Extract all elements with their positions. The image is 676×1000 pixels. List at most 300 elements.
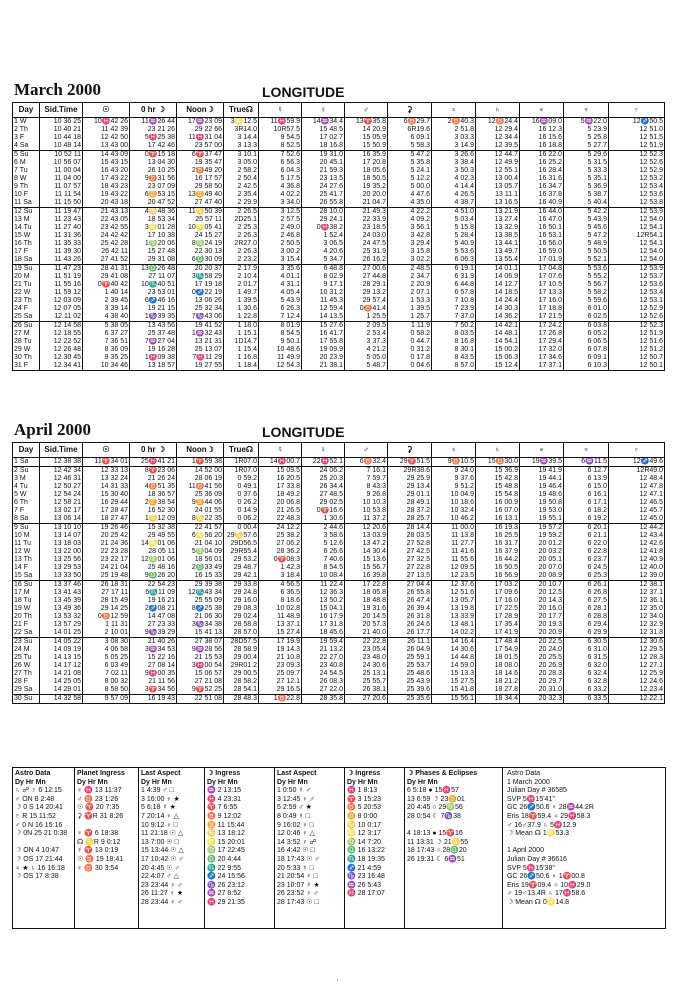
table-cell: 5 47.2 bbox=[388, 151, 432, 160]
table-cell: 27 48.5 bbox=[302, 491, 345, 499]
table-cell: 3 50.3 bbox=[432, 167, 476, 175]
table-cell: 12 50 27 bbox=[40, 483, 83, 491]
table-cell: 0 00.4 bbox=[224, 524, 259, 533]
table-cell: 8♈23 06 bbox=[130, 467, 177, 476]
table-cell: 12 39.0 bbox=[609, 572, 665, 581]
table-cell: 28 05 11 bbox=[130, 548, 177, 556]
table-cell: 26 08.3 bbox=[302, 678, 345, 686]
table-cell: 13♊49 40 bbox=[177, 191, 224, 199]
data-line: ♈ 3 15:23 bbox=[347, 795, 382, 803]
table-cell: 27 06.2 bbox=[259, 540, 302, 548]
table-cell: 12 51.6 bbox=[609, 338, 665, 346]
table-cell: 14 01 25 bbox=[40, 629, 83, 638]
table-cell: 20 20 37 bbox=[177, 265, 224, 274]
table-cell: 17 26.8 bbox=[520, 330, 564, 338]
table-row bbox=[13, 597, 665, 605]
table-cell: 22 43 05 bbox=[83, 216, 130, 224]
table-cell: 8 01.9 bbox=[259, 322, 302, 331]
table-cell: 4♉51 35 bbox=[130, 483, 177, 491]
column-header: ♆ bbox=[564, 443, 609, 458]
table-row bbox=[13, 240, 665, 248]
column-header: ♅ bbox=[520, 443, 564, 458]
table-row bbox=[13, 126, 665, 134]
table-cell: 22 41 57 bbox=[177, 524, 224, 533]
table-cell: 12 23.4 bbox=[609, 686, 665, 695]
table-cell: 1♓09 38 bbox=[130, 354, 177, 362]
table-cell: 27 52.8 bbox=[388, 540, 432, 548]
astro-data-summary bbox=[503, 768, 665, 910]
table-cell: 20 Th bbox=[13, 613, 40, 621]
table-cell: 25 13.1 bbox=[345, 670, 388, 678]
table-cell: 12 Su bbox=[13, 208, 40, 217]
table-cell: 14 47 08 bbox=[130, 613, 177, 621]
table-cell: 19 35 47 bbox=[177, 159, 224, 167]
table-cell: 13 38.5 bbox=[476, 232, 520, 240]
table-cell: 12 51.9 bbox=[609, 142, 665, 151]
table-cell: 13 04 30 bbox=[130, 159, 177, 167]
table-cell: 1 39.5 bbox=[388, 305, 432, 313]
table-cell: 1 18.0 bbox=[224, 322, 259, 331]
table-cell: 0 58.2 bbox=[388, 330, 432, 338]
table-cell: 12 36.3 bbox=[302, 589, 345, 597]
column-header: Noon☽ bbox=[177, 103, 224, 118]
table-cell: 14 52 00 bbox=[177, 467, 224, 476]
month-title: April 2000 bbox=[14, 420, 91, 439]
table-cell: 3R14.0 bbox=[224, 126, 259, 134]
table-cell: 12 52.9 bbox=[609, 305, 665, 313]
table-cell: 0♐22 19 bbox=[177, 289, 224, 297]
column-title: Last Aspect bbox=[141, 770, 181, 777]
table-cell: 27 20.6 bbox=[345, 695, 388, 704]
table-cell: 14 48.1 bbox=[476, 330, 520, 338]
table-cell: 17 35.4 bbox=[476, 621, 520, 629]
table-cell: 19 50.8 bbox=[520, 499, 564, 507]
table-cell: 6♏11 09 bbox=[130, 589, 177, 597]
table-cell: 5 56.7 bbox=[564, 281, 609, 289]
table-cell: 2D25.1 bbox=[224, 216, 259, 224]
table-cell: 30 Su bbox=[13, 695, 40, 704]
data-line: 26 19:31 ☾ 6♒51 bbox=[407, 855, 465, 863]
table-row bbox=[13, 695, 665, 704]
table-cell: 3 00.2 bbox=[259, 248, 302, 256]
table-cell: 0 44.7 bbox=[388, 338, 432, 346]
table-cell: 26 24.6 bbox=[388, 621, 432, 629]
data-line: ♒ 26 5:43 bbox=[347, 881, 382, 889]
data-line: ☉ ♈ 20 7:35 bbox=[77, 804, 120, 812]
table-cell: 25 35.6 bbox=[388, 695, 432, 704]
table-cell: 15 32 38 bbox=[130, 524, 177, 533]
table-cell: 11 15 50 bbox=[40, 199, 83, 208]
table-cell: 12 47.1 bbox=[609, 491, 665, 499]
table-cell: 9♊44 06 bbox=[177, 499, 224, 507]
table-cell: 14 24.4 bbox=[476, 297, 520, 305]
table-cell: 16 25.2 bbox=[520, 159, 564, 167]
table-cell: 28 10.0 bbox=[302, 208, 345, 217]
table-cell: 13 25 56 bbox=[40, 556, 83, 564]
table-cell: 6 12.7 bbox=[564, 467, 609, 476]
table-cell: 10 53.8 bbox=[345, 507, 388, 515]
table-cell: 21 Tu bbox=[13, 281, 40, 289]
table-cell: 4 26.5 bbox=[432, 191, 476, 199]
table-cell: 26 W bbox=[13, 662, 40, 670]
table-cell: 5 34.7 bbox=[302, 256, 345, 265]
table-cell: 16 Su bbox=[13, 581, 40, 590]
table-cell: 13 M bbox=[13, 216, 40, 224]
table-cell: 6 01.0 bbox=[564, 305, 609, 313]
column-header: ♇ bbox=[609, 443, 665, 458]
table-cell: 12 18 55 bbox=[40, 330, 83, 338]
column-header: ♀ bbox=[302, 103, 345, 118]
table-cell: 12 24.6 bbox=[609, 678, 665, 686]
table-cell: 26 Su bbox=[13, 322, 40, 331]
table-cell: 24 F bbox=[13, 305, 40, 313]
table-cell: 15 48.8 bbox=[476, 483, 520, 491]
table-cell: 5 12.6 bbox=[302, 540, 345, 548]
table-row bbox=[13, 224, 665, 232]
data-line: ♓ 28 17:07 bbox=[347, 890, 385, 898]
table-row bbox=[13, 265, 665, 274]
table-cell: 15 42.8 bbox=[476, 475, 520, 483]
table-cell: 16 19 43 bbox=[130, 695, 177, 704]
table-cell: 16 44.2 bbox=[476, 556, 520, 564]
table-cell: 12R49.0 bbox=[609, 467, 665, 476]
table-cell: 5 12.2 bbox=[388, 175, 432, 183]
table-cell: 12 39.5 bbox=[476, 142, 520, 151]
table-cell: 14 30.6 bbox=[432, 646, 476, 654]
table-cell: 7♑43 06 bbox=[177, 313, 224, 322]
table-cell: 19 16 21 bbox=[130, 597, 177, 605]
table-cell: 13 00.4 bbox=[476, 175, 520, 183]
table-cell: 2♐08 21 bbox=[130, 605, 177, 613]
table-cell: 13 14 07 bbox=[40, 532, 83, 540]
table-cell: 28 58.8 bbox=[224, 621, 259, 629]
table-cell: 28 F bbox=[13, 678, 40, 686]
table-cell: 20 12.5 bbox=[520, 589, 564, 597]
column-subtitle: Dy Hr Mn bbox=[15, 778, 46, 786]
table-cell: 16 29 44 bbox=[83, 499, 130, 507]
table-cell: 15♉30.0 bbox=[476, 458, 520, 467]
table-cell: 1 53.3 bbox=[388, 297, 432, 305]
table-cell: 0 59.2 bbox=[224, 475, 259, 483]
table-cell: 8 54.5 bbox=[302, 564, 345, 572]
table-cell: 2 20.9 bbox=[388, 281, 432, 289]
table-row bbox=[13, 362, 665, 371]
table-cell: 13 16.5 bbox=[476, 199, 520, 208]
table-cell: 13 18 57 bbox=[130, 362, 177, 371]
page-mark: ' bbox=[337, 980, 339, 986]
table-cell: 28 48.3 bbox=[224, 695, 259, 704]
column-header: ☿ bbox=[259, 103, 302, 118]
table-cell: 16 Th bbox=[13, 240, 40, 248]
table-cell: 14 16.4 bbox=[432, 638, 476, 647]
table-cell: 8 03.5 bbox=[432, 330, 476, 338]
table-cell: 5 35.8 bbox=[388, 159, 432, 167]
table-cell: 10 08.4 bbox=[302, 572, 345, 581]
table-cell: 6 44.8 bbox=[432, 281, 476, 289]
table-cell: 2 26.3 bbox=[224, 248, 259, 256]
table-cell: 25 53.7 bbox=[388, 662, 432, 670]
table-cell: 20 47 52 bbox=[130, 199, 177, 208]
table-cell: 5 58.3 bbox=[388, 142, 432, 151]
table-cell: 12 42 50 bbox=[83, 134, 130, 142]
table-cell: 16 50.5 bbox=[476, 564, 520, 572]
table-cell: 5 05 25 bbox=[83, 654, 130, 662]
table-cell: 16 44.0 bbox=[520, 208, 564, 217]
table-cell: 3 10.1 bbox=[224, 151, 259, 160]
table-cell: 15 56.7 bbox=[345, 564, 388, 572]
table-cell: 10♏40 51 bbox=[130, 281, 177, 289]
table-cell: 5 17.5 bbox=[259, 175, 302, 183]
data-line: ♐ 21 4:59 bbox=[347, 864, 382, 872]
table-cell: 2R27.0 bbox=[224, 240, 259, 248]
table-cell: 16 20.5 bbox=[259, 475, 302, 483]
table-row bbox=[13, 507, 665, 515]
table-cell: 1 39.5 bbox=[224, 297, 259, 305]
data-line: ♏ 18 19:35 bbox=[347, 855, 385, 863]
table-cell: 12 50.7 bbox=[609, 354, 665, 362]
table-cell: 20 25.5 bbox=[520, 654, 564, 662]
table-cell: 20 23.9 bbox=[302, 354, 345, 362]
table-cell: 9 57 09 bbox=[83, 695, 130, 704]
table-row bbox=[13, 322, 665, 331]
table-cell: 17 43 22 bbox=[83, 175, 130, 183]
table-cell: 5 55.2 bbox=[564, 273, 609, 281]
table-cell: 27 04.4 bbox=[388, 581, 432, 590]
table-cell: 29 00.4 bbox=[224, 654, 259, 662]
column-header: Day bbox=[13, 103, 40, 118]
table-cell: 12 54.3 bbox=[259, 362, 302, 371]
table-row bbox=[13, 273, 665, 281]
table-cell: 12 53.6 bbox=[609, 191, 665, 199]
table-row bbox=[13, 183, 665, 191]
table-cell: 25 38.2 bbox=[259, 532, 302, 540]
table-cell: 12 58 21 bbox=[40, 499, 83, 507]
table-cell: 14 31 33 bbox=[83, 483, 130, 491]
table-cell: 29 Sa bbox=[13, 686, 40, 695]
table-cell: 10R57.5 bbox=[259, 126, 302, 134]
table-cell: 2 34.7 bbox=[388, 273, 432, 281]
table-cell: 6 04.3 bbox=[259, 167, 302, 175]
table-cell: 19♒39.5 bbox=[520, 458, 564, 467]
table-cell: 23 40.8 bbox=[302, 662, 345, 670]
table-cell: 12 42.6 bbox=[609, 540, 665, 548]
table-cell: 14 32 58 bbox=[40, 695, 83, 704]
table-cell: 20 31.0 bbox=[520, 686, 564, 695]
table-cell: 8 02.9 bbox=[302, 273, 345, 281]
table-cell: 21 49.3 bbox=[345, 208, 388, 217]
data-line: ☽ Mean ☊ 1♌53.3 bbox=[507, 830, 570, 838]
table-cell: 20 19.3 bbox=[520, 621, 564, 629]
table-cell: 6 22.8 bbox=[564, 548, 609, 556]
table-cell: 17 02.7 bbox=[302, 134, 345, 142]
table-cell: 1 49.7 bbox=[224, 289, 259, 297]
table-cell: 4 56.5 bbox=[259, 581, 302, 590]
table-cell: 20 14.5 bbox=[345, 613, 388, 621]
data-line bbox=[407, 822, 500, 831]
table-cell: 13 32 24 bbox=[83, 475, 130, 483]
table-cell: 1♍20 06 bbox=[130, 240, 177, 248]
table-cell: 25 19 48 bbox=[83, 572, 130, 581]
table-cell: 0♈15 18 bbox=[130, 151, 177, 160]
table-cell: 12 44.7 bbox=[476, 151, 520, 160]
table-cell: 25 55 09 bbox=[177, 597, 224, 605]
data-line: 10 9:12 ♀ □ bbox=[141, 821, 178, 829]
table-cell: 0♈08.3 bbox=[259, 556, 302, 564]
table-cell: 23 22 17 bbox=[83, 556, 130, 564]
table-cell: 16 17.9 bbox=[302, 613, 345, 621]
table-cell: 15 54.8 bbox=[476, 491, 520, 499]
column-header: ♆ bbox=[564, 103, 609, 118]
table-cell: 6 28.8 bbox=[564, 613, 609, 621]
table-cell: 25 42 28 bbox=[83, 240, 130, 248]
table-cell: 15 56.1 bbox=[432, 695, 476, 704]
table-cell: 18 27 47 bbox=[83, 515, 130, 524]
table-cell: 9♈52 25 bbox=[177, 686, 224, 695]
table-cell: 21 04.7 bbox=[345, 199, 388, 208]
table-cell: 24 30.6 bbox=[345, 662, 388, 670]
table-cell: 17 09.6 bbox=[476, 589, 520, 597]
table-cell: 4 38.7 bbox=[432, 199, 476, 208]
data-line: ♌ 12 3:17 bbox=[347, 830, 382, 838]
table-cell: 20 08.9 bbox=[520, 572, 564, 581]
table-cell: 5 27.7 bbox=[564, 142, 609, 151]
table-cell: 6♉32.4 bbox=[345, 458, 388, 467]
data-line: 1 April 2000 bbox=[507, 847, 544, 855]
table-cell: 12 34.0 bbox=[609, 613, 665, 621]
table-cell: 29 13.2 bbox=[345, 289, 388, 297]
table-cell: 28 Tu bbox=[13, 338, 40, 346]
table-cell: 6 36.5 bbox=[259, 589, 302, 597]
table-cell: 7♓11 29 bbox=[177, 354, 224, 362]
table-cell: 12 25.9 bbox=[609, 670, 665, 678]
table-cell: 12 22.1 bbox=[609, 695, 665, 704]
table-cell: 16 41.7 bbox=[302, 330, 345, 338]
table-cell: 11 23 43 bbox=[40, 216, 83, 224]
table-cell: 0 04.6 bbox=[388, 362, 432, 371]
table-cell: 18 34.4 bbox=[476, 695, 520, 704]
table-cell: 11 55 16 bbox=[40, 281, 83, 289]
table-cell: 0 17.8 bbox=[388, 354, 432, 362]
table-cell: 25 32 34 bbox=[177, 305, 224, 313]
table-cell: 17 19.9 bbox=[259, 638, 302, 647]
table-cell: 9 50.1 bbox=[259, 338, 302, 346]
data-line: ♊ 11 15:44 bbox=[207, 821, 245, 829]
table-cell: 17 28 47 bbox=[83, 507, 130, 515]
table-row bbox=[13, 621, 665, 629]
data-line: ♋ 13 18:12 bbox=[207, 830, 245, 838]
table-cell: 12 38.1 bbox=[609, 581, 665, 590]
data-line: ♂ ♉ 23 1:26 bbox=[77, 795, 119, 803]
table-cell: 26 39.4 bbox=[388, 605, 432, 613]
table-cell: 12 55.1 bbox=[476, 167, 520, 175]
data-line: GC 26♐50.6 ♀ 1♈00.8 bbox=[507, 873, 585, 881]
table-cell: 20 17.7 bbox=[520, 613, 564, 621]
column-header: ⚳ bbox=[388, 443, 432, 458]
table-cell: 16 59.0 bbox=[520, 248, 564, 256]
table-cell: 22 51 08 bbox=[177, 695, 224, 704]
table-cell: 6 17.1 bbox=[564, 499, 609, 507]
table-cell: 27 08 14 bbox=[130, 662, 177, 670]
table-cell: 6 22.0 bbox=[564, 540, 609, 548]
table-cell: 27 Th bbox=[13, 670, 40, 678]
table-cell: 21 40.0 bbox=[345, 629, 388, 638]
table-cell: 12 26 48 bbox=[40, 346, 83, 354]
table-cell: 7 Tu bbox=[13, 167, 40, 175]
table-cell: 16 19.3 bbox=[476, 524, 520, 533]
table-cell: 5 05.0 bbox=[345, 354, 388, 362]
column-header: ☿ bbox=[259, 443, 302, 458]
table-row bbox=[13, 646, 665, 654]
table-cell: 27 32.5 bbox=[388, 556, 432, 564]
table-cell: 3 38.4 bbox=[432, 159, 476, 167]
data-line: ☽ OS 17 8:38 bbox=[15, 873, 59, 881]
table-cell: 4 21.2 bbox=[345, 346, 388, 354]
table-cell: 17 F bbox=[13, 248, 40, 256]
table-cell: 9 37.6 bbox=[432, 475, 476, 483]
table-cell: 12 09.5 bbox=[432, 564, 476, 572]
table-cell: 13 11.1 bbox=[476, 191, 520, 199]
column-header: ♃ bbox=[432, 443, 476, 458]
table-cell: 6 25.3 bbox=[564, 572, 609, 581]
table-cell: 12 03 09 bbox=[40, 297, 83, 305]
table-cell: 25 13 07 bbox=[177, 346, 224, 354]
table-cell: 19 31.6 bbox=[345, 605, 388, 613]
table-cell: 10 46.2 bbox=[432, 515, 476, 524]
table-cell: 11 43 26 bbox=[40, 256, 83, 265]
table-cell: 19 14.3 bbox=[259, 646, 302, 654]
table-row bbox=[13, 491, 665, 499]
table-cell: 16 56.9 bbox=[476, 572, 520, 581]
longitude-heading: LONGITUDE bbox=[262, 424, 345, 440]
table-cell: 6 Th bbox=[13, 499, 40, 507]
data-line: 5 6:18 ☿ ★ bbox=[141, 804, 176, 812]
table-cell: 11 48.9 bbox=[259, 613, 302, 621]
table-cell: 12♐49.6 bbox=[609, 458, 665, 467]
table-cell: 6♒11.5 bbox=[564, 458, 609, 467]
table-cell: 6 31.0 bbox=[564, 646, 609, 654]
table-row bbox=[13, 670, 665, 678]
table-cell: 12 29.5 bbox=[609, 646, 665, 654]
table-cell: 5 58.2 bbox=[564, 289, 609, 297]
table-cell: 0♈40 42 bbox=[83, 281, 130, 289]
table-cell: 4♋48 36 bbox=[130, 208, 177, 217]
column-subtitle: Dy Hr Mn bbox=[277, 778, 308, 786]
table-cell: 28 36.2 bbox=[259, 548, 302, 556]
table-cell: 15 30 40 bbox=[83, 491, 130, 499]
table-cell: 3 14.4 bbox=[224, 134, 259, 142]
table-cell: 1♈59 38 bbox=[177, 458, 224, 467]
column-header: ⚳ bbox=[388, 103, 432, 118]
table-cell: 17 33.8 bbox=[259, 483, 302, 491]
table-cell: 12 30.6 bbox=[609, 638, 665, 647]
table-cell: 12 46 31 bbox=[40, 475, 83, 483]
table-row bbox=[13, 118, 665, 127]
table-cell: 24 47.5 bbox=[345, 240, 388, 248]
table-row bbox=[13, 297, 665, 305]
table-cell: 26 34.4 bbox=[302, 483, 345, 491]
column-title: Astro Data bbox=[15, 770, 51, 777]
data-line: ♉ 9 12:02 bbox=[207, 812, 242, 820]
table-cell: 5 35.1 bbox=[564, 175, 609, 183]
table-cell: 10 52 11 bbox=[40, 151, 83, 160]
table-cell: 18 08.0 bbox=[476, 662, 520, 670]
table-cell: 15 05.9 bbox=[345, 134, 388, 142]
phases-eclipses-column bbox=[405, 768, 503, 928]
table-cell: 1 30.6 bbox=[302, 515, 345, 524]
table-cell: 4 02.3 bbox=[432, 175, 476, 183]
table-cell: 12 53.9 bbox=[609, 265, 665, 274]
table-cell: 11 22.4 bbox=[302, 581, 345, 590]
